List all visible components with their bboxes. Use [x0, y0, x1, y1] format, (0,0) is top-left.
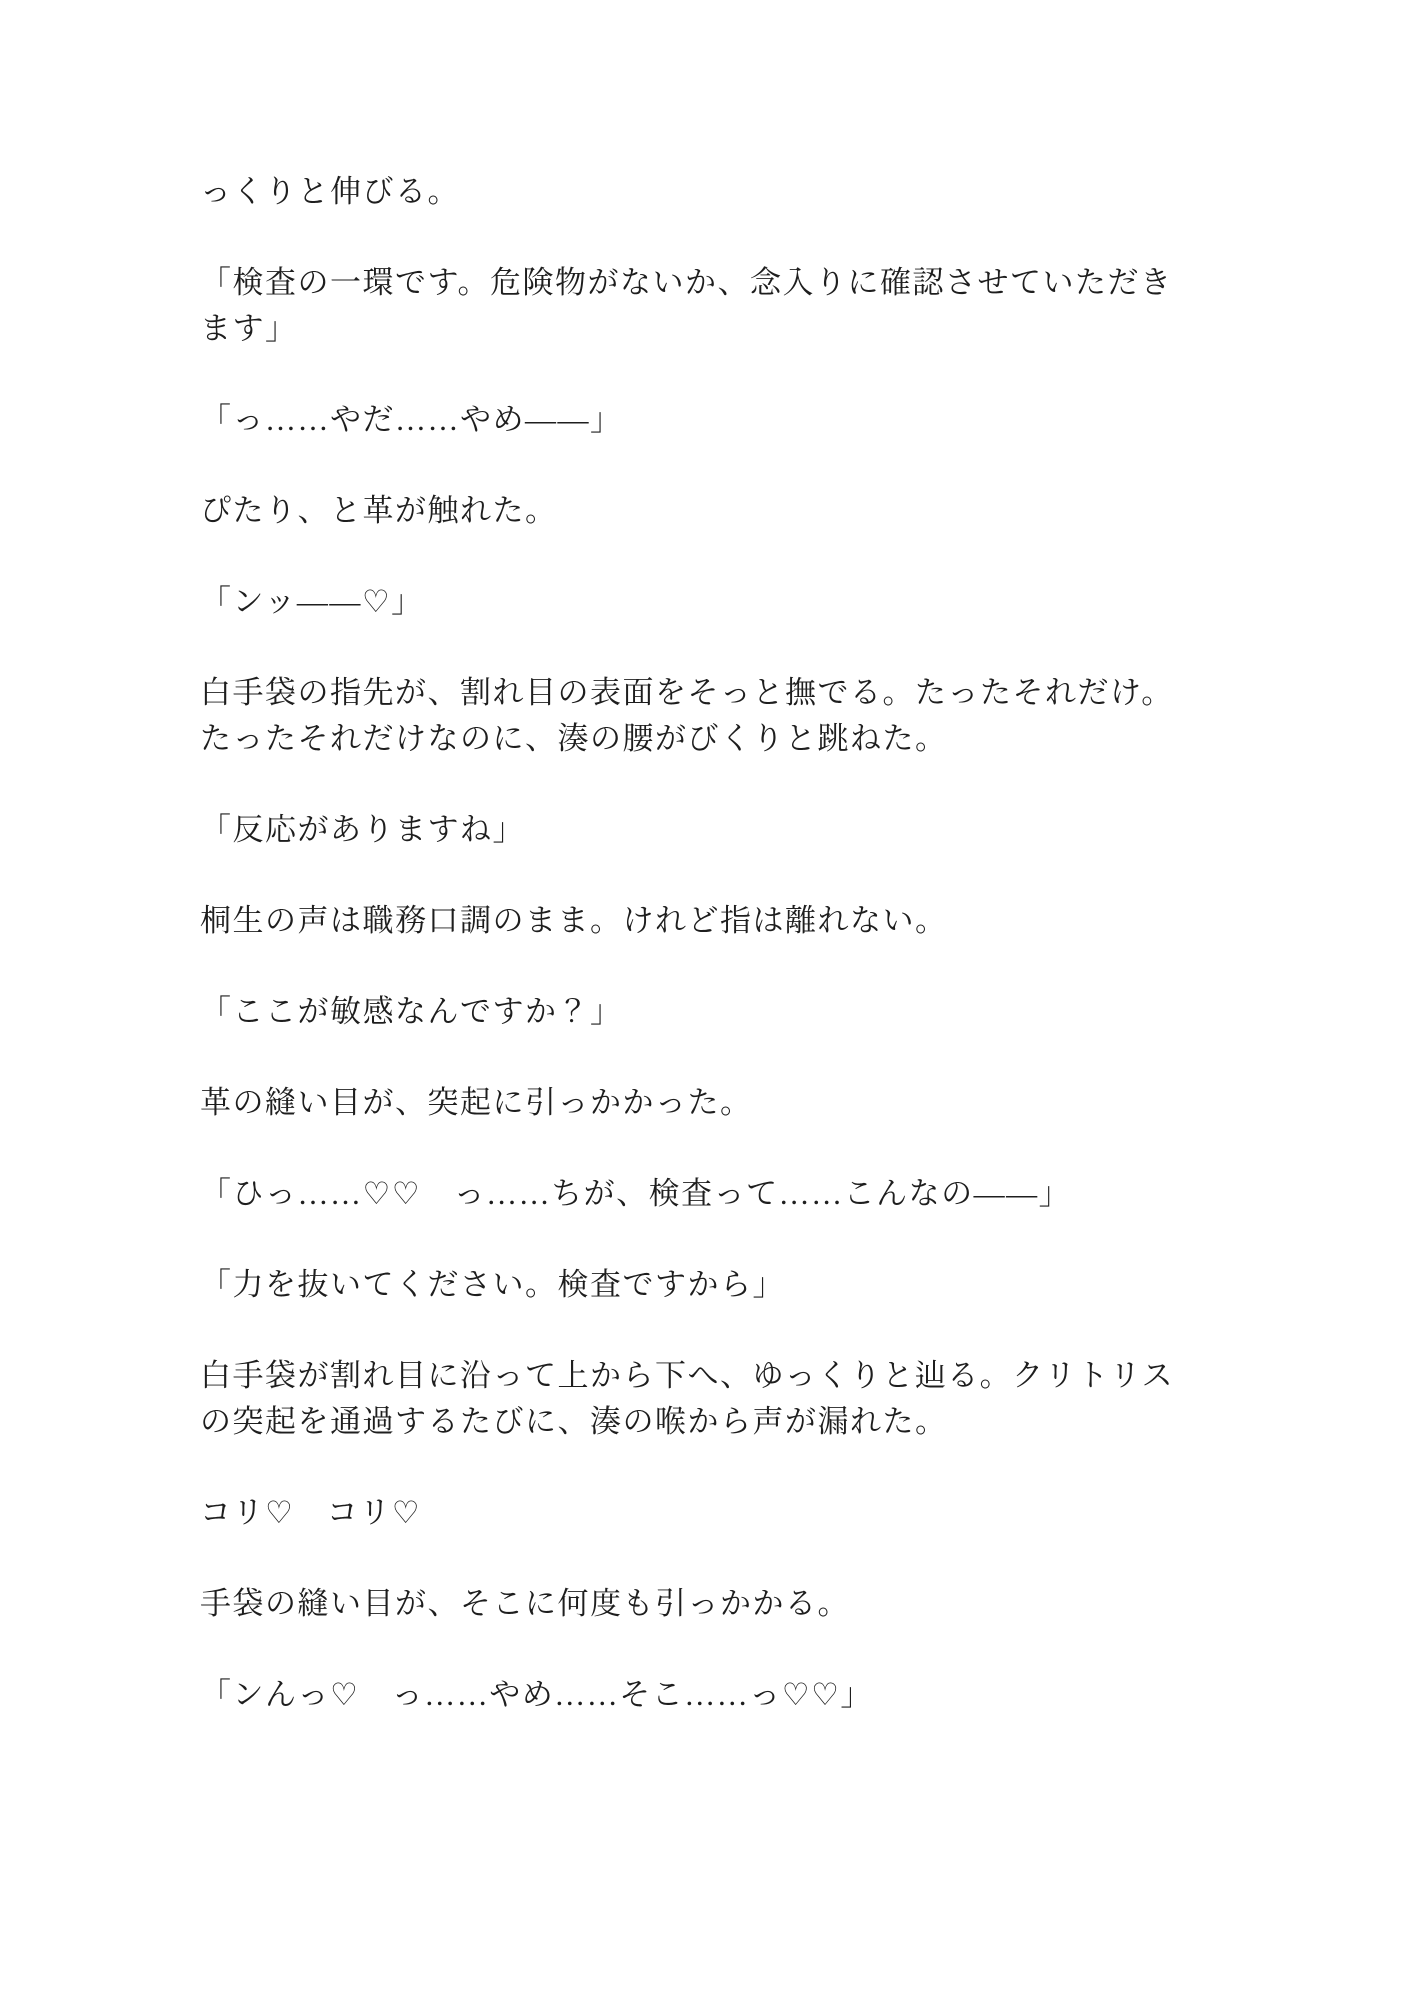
text-block: [200, 169, 1240, 1718]
paragraph: [200, 989, 1240, 1035]
text-line: 白手袋の指先が、割れ目の表面をそっと撫でる。たったそれだけ。: [200, 675, 1174, 710]
paragraph: [200, 898, 1240, 944]
text-line: 「ひっ……♡♡ っ……ちが、検査って……こんなの――」: [200, 1176, 1072, 1211]
paragraph: [200, 397, 1240, 443]
text-line: 「反応がありますね」: [200, 812, 525, 847]
text-line: 「ここが敏感なんですか？」: [200, 994, 623, 1029]
paragraph: [200, 1581, 1240, 1627]
text-line: 「検査の一環です。危険物がないか、念入りに確認させていただき: [200, 265, 1173, 300]
text-line: コリ♡ コリ♡: [200, 1495, 422, 1530]
text-line: 桐生の声は職務口調のまま。けれど指は離れない。: [200, 903, 948, 938]
paragraph: [200, 488, 1240, 534]
text-line: 手袋の縫い目が、そこに何度も引っかかる。: [200, 1586, 850, 1621]
text-line: 「ンッ――♡」: [200, 584, 424, 619]
paragraph: [200, 1171, 1240, 1217]
text-line: たったそれだけなのに、湊の腰がびくりと跳ねた。: [200, 721, 948, 756]
text-line: ます」: [200, 311, 298, 346]
text-line: 「力を抜いてください。検査ですから」: [200, 1267, 785, 1302]
text-line: 革の縫い目が、突起に引っかかった。: [200, 1085, 753, 1120]
paragraph: [200, 670, 1240, 762]
paragraph: [200, 260, 1240, 352]
text-line: ぴたり、と革が触れた。: [200, 493, 558, 528]
paragraph: [200, 1490, 1240, 1536]
text-line: っくりと伸びる。: [200, 174, 460, 209]
text-line: の突起を通過するたびに、湊の喉から声が漏れた。: [200, 1404, 948, 1439]
paragraph: [200, 1672, 1240, 1718]
text-line: 「っ……やだ……やめ――」: [200, 402, 623, 437]
paragraph: [200, 1080, 1240, 1126]
text-line: 白手袋が割れ目に沿って上から下へ、ゆっくりと辿る。クリトリス: [200, 1358, 1175, 1393]
paragraph: [200, 1262, 1240, 1308]
paragraph: [200, 579, 1240, 625]
paragraph: [200, 169, 1240, 215]
text-line: 「ンんっ♡ っ……やめ……そこ……っ♡♡」: [200, 1677, 873, 1712]
paragraph: [200, 1353, 1240, 1445]
paragraph: [200, 807, 1240, 853]
